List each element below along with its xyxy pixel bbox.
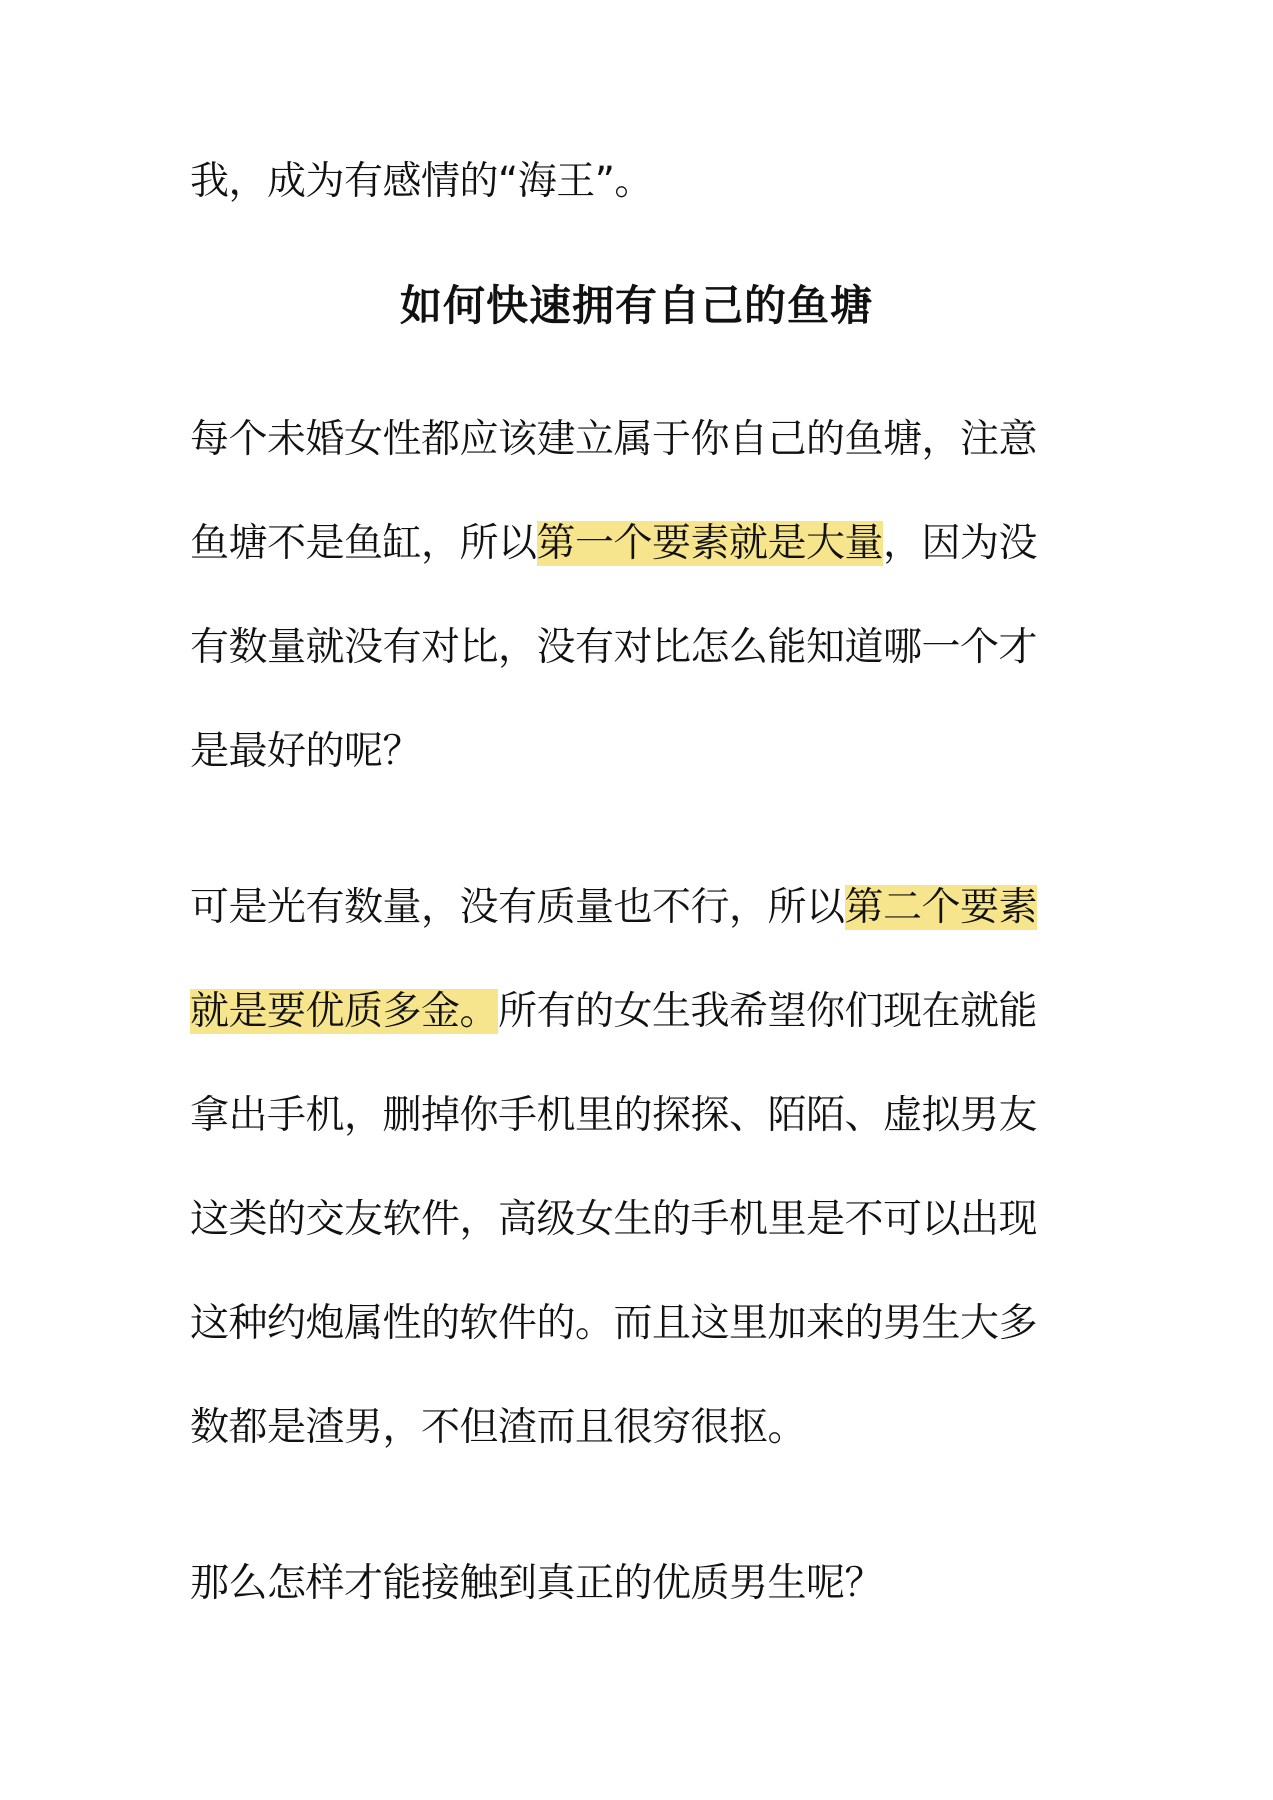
- intro-line: 我，成为有感情的“海王”。: [190, 159, 653, 204]
- paragraph2-line5: 这种约炮属性的软件的。而且这里加来的男生大多: [190, 1301, 1038, 1346]
- paragraph1-line1: 每个未婚女性都应该建立属于你自己的鱼塘，注意: [190, 417, 1038, 462]
- paragraph1-line2: [190, 512, 1090, 576]
- paragraph1-line4: 是最好的呢？: [190, 729, 422, 774]
- highlight-first-element: 第一个要素就是大量: [536, 521, 884, 566]
- highlight-second-element-end: 就是要优质多金。: [190, 989, 499, 1034]
- paragraph3-line1: 那么怎样才能接触到真正的优质男生呢？: [190, 1561, 884, 1606]
- paragraph2-line4: 这类的交友软件，高级女生的手机里是不可以出现: [190, 1197, 1038, 1242]
- paragraph1-line3: 有数量就没有对比，没有对比怎么能知道哪一个才: [190, 625, 1038, 670]
- section-heading: 如何快速拥有自己的鱼塘: [399, 281, 873, 330]
- paragraph2-line2: [190, 980, 1090, 1044]
- highlight-second-element-start: 第二个要素: [844, 885, 1038, 930]
- paragraph2-line6: 数都是渣男，不但渣而且很穷很抠。: [190, 1405, 807, 1450]
- paragraph2-line2-text: 所有的女生我希望你们现在就能: [498, 989, 1038, 1034]
- paragraph1-line2-text: 鱼塘不是鱼缸，所以: [190, 521, 537, 566]
- paragraph2-line3: 拿出手机，删掉你手机里的探探、陌陌、虚拟男友: [190, 1093, 1038, 1138]
- paragraph2-line1: [190, 876, 1090, 940]
- paragraph2-line1-text: 可是光有数量，没有质量也不行，所以: [190, 885, 845, 930]
- paragraph1-line2-tail: ，因为没: [883, 521, 1038, 566]
